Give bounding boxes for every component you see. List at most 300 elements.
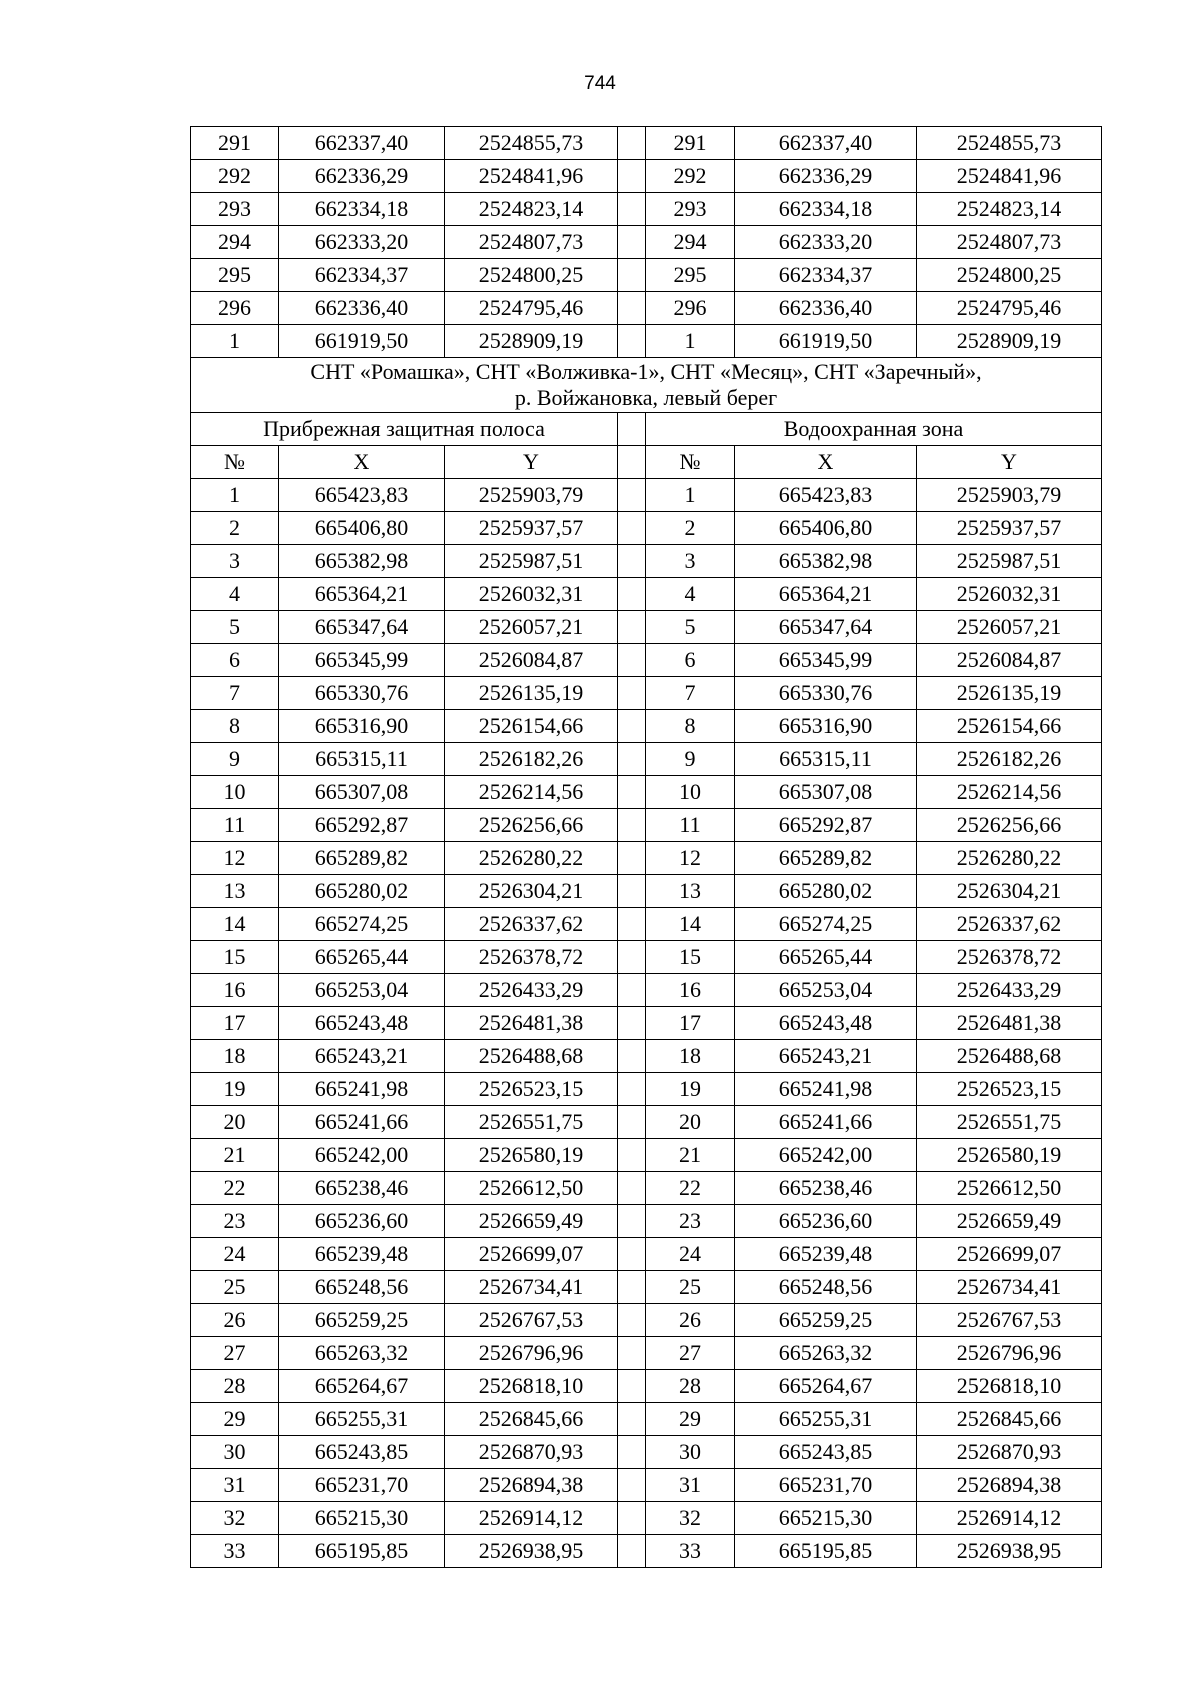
point-number: 22 — [191, 1172, 279, 1205]
x-value: 665243,21 — [279, 1040, 445, 1073]
y-value: 2526767,53 — [917, 1304, 1102, 1337]
point-number: 33 — [191, 1535, 279, 1568]
x-value: 665347,64 — [279, 611, 445, 644]
y-value: 2526938,95 — [445, 1535, 618, 1568]
y-value: 2526433,29 — [917, 974, 1102, 1007]
table-row — [191, 743, 1102, 776]
x-value: 662337,40 — [735, 127, 917, 160]
point-number: 20 — [646, 1106, 735, 1139]
y-value: 2524800,25 — [445, 259, 618, 292]
x-value: 665265,44 — [735, 941, 917, 974]
gap-cell — [618, 1535, 646, 1568]
y-value: 2526488,68 — [917, 1040, 1102, 1073]
point-number: 293 — [646, 193, 735, 226]
y-value: 2526551,75 — [917, 1106, 1102, 1139]
x-value: 665263,32 — [735, 1337, 917, 1370]
x-value: 665243,85 — [735, 1436, 917, 1469]
table-row — [191, 1040, 1102, 1073]
table-row — [191, 1139, 1102, 1172]
gap-cell — [618, 1502, 646, 1535]
y-value: 2525987,51 — [445, 545, 618, 578]
x-value: 665242,00 — [279, 1139, 445, 1172]
gap-cell — [618, 479, 646, 512]
y-value: 2526938,95 — [917, 1535, 1102, 1568]
point-number: 31 — [191, 1469, 279, 1502]
x-value: 665242,00 — [735, 1139, 917, 1172]
x-value: 662334,37 — [735, 259, 917, 292]
y-value: 2526182,26 — [917, 743, 1102, 776]
y-value: 2526914,12 — [917, 1502, 1102, 1535]
point-number: 291 — [191, 127, 279, 160]
x-value: 665243,21 — [735, 1040, 917, 1073]
y-value: 2526894,38 — [445, 1469, 618, 1502]
y-value: 2526580,19 — [917, 1139, 1102, 1172]
table-row — [191, 842, 1102, 875]
gap-cell — [618, 1106, 646, 1139]
section-title-row — [191, 358, 1102, 413]
x-value: 662334,18 — [735, 193, 917, 226]
y-value: 2526135,19 — [445, 677, 618, 710]
y-value: 2524807,73 — [445, 226, 618, 259]
y-value: 2526734,41 — [917, 1271, 1102, 1304]
x-value: 665236,60 — [279, 1205, 445, 1238]
x-value: 665259,25 — [735, 1304, 917, 1337]
point-number: 32 — [646, 1502, 735, 1535]
table-row — [191, 1403, 1102, 1436]
x-value: 665406,80 — [735, 512, 917, 545]
x-value: 665231,70 — [279, 1469, 445, 1502]
gap-cell — [618, 578, 646, 611]
y-value: 2524841,96 — [917, 160, 1102, 193]
point-number: 6 — [646, 644, 735, 677]
point-number: 295 — [646, 259, 735, 292]
table-row — [191, 325, 1102, 358]
x-value: 662333,20 — [279, 226, 445, 259]
y-value: 2526612,50 — [917, 1172, 1102, 1205]
col-header-no: № — [191, 446, 279, 479]
point-number: 27 — [646, 1337, 735, 1370]
point-number: 31 — [646, 1469, 735, 1502]
gap-cell — [618, 325, 646, 358]
y-value: 2526845,66 — [445, 1403, 618, 1436]
table-row — [191, 710, 1102, 743]
x-value: 665255,31 — [735, 1403, 917, 1436]
gap-cell — [618, 1007, 646, 1040]
y-value: 2526914,12 — [445, 1502, 618, 1535]
x-value: 665316,90 — [279, 710, 445, 743]
y-value: 2526032,31 — [445, 578, 618, 611]
y-value: 2525987,51 — [917, 545, 1102, 578]
gap-cell — [618, 776, 646, 809]
coordinates-table — [190, 126, 1102, 1568]
point-number: 2 — [191, 512, 279, 545]
point-number: 10 — [191, 776, 279, 809]
point-number: 7 — [646, 677, 735, 710]
table-row — [191, 127, 1102, 160]
x-value: 665236,60 — [735, 1205, 917, 1238]
y-value: 2526057,21 — [917, 611, 1102, 644]
section-title-line2: р. Войжановка, левый берег — [514, 385, 778, 410]
point-number: 10 — [646, 776, 735, 809]
table-row — [191, 974, 1102, 1007]
x-value: 661919,50 — [735, 325, 917, 358]
y-value: 2524800,25 — [917, 259, 1102, 292]
x-value: 665265,44 — [279, 941, 445, 974]
point-number: 28 — [191, 1370, 279, 1403]
x-value: 665255,31 — [279, 1403, 445, 1436]
y-value: 2526256,66 — [445, 809, 618, 842]
point-number: 16 — [191, 974, 279, 1007]
x-value: 665280,02 — [735, 875, 917, 908]
point-number: 21 — [191, 1139, 279, 1172]
table-row — [191, 1535, 1102, 1568]
point-number: 7 — [191, 677, 279, 710]
x-value: 665315,11 — [735, 743, 917, 776]
point-number: 4 — [191, 578, 279, 611]
page-number: 744 — [584, 73, 616, 94]
table-row — [191, 479, 1102, 512]
gap-cell — [618, 160, 646, 193]
table-row — [191, 1502, 1102, 1535]
point-number: 1 — [646, 479, 735, 512]
gap-cell — [618, 1139, 646, 1172]
x-value: 665215,30 — [735, 1502, 917, 1535]
point-number: 29 — [646, 1403, 735, 1436]
point-number: 12 — [191, 842, 279, 875]
table-row — [191, 677, 1102, 710]
coordinate-rows — [191, 479, 1102, 1568]
y-value: 2526551,75 — [445, 1106, 618, 1139]
x-value: 662336,29 — [279, 160, 445, 193]
y-value: 2526214,56 — [445, 776, 618, 809]
x-value: 662333,20 — [735, 226, 917, 259]
y-value: 2526337,62 — [445, 908, 618, 941]
y-value: 2525937,57 — [917, 512, 1102, 545]
point-number: 1 — [191, 479, 279, 512]
table-row — [191, 545, 1102, 578]
y-value: 2526256,66 — [917, 809, 1102, 842]
y-value: 2524795,46 — [917, 292, 1102, 325]
y-value: 2526378,72 — [917, 941, 1102, 974]
point-number: 14 — [191, 908, 279, 941]
table-row — [191, 1106, 1102, 1139]
point-number: 24 — [191, 1238, 279, 1271]
x-value: 665382,98 — [279, 545, 445, 578]
point-number: 28 — [646, 1370, 735, 1403]
column-header-row — [191, 446, 1102, 479]
point-number: 13 — [191, 875, 279, 908]
x-value: 665253,04 — [279, 974, 445, 1007]
point-number: 26 — [646, 1304, 735, 1337]
table-row — [191, 611, 1102, 644]
x-value: 662336,40 — [735, 292, 917, 325]
table-row — [191, 1007, 1102, 1040]
gap-cell — [618, 1271, 646, 1304]
y-value: 2526796,96 — [917, 1337, 1102, 1370]
point-number: 12 — [646, 842, 735, 875]
point-number: 11 — [191, 809, 279, 842]
point-number: 13 — [646, 875, 735, 908]
point-number: 25 — [646, 1271, 735, 1304]
y-value: 2526894,38 — [917, 1469, 1102, 1502]
y-value: 2526433,29 — [445, 974, 618, 1007]
x-value: 665406,80 — [279, 512, 445, 545]
point-number: 2 — [646, 512, 735, 545]
table-row — [191, 1172, 1102, 1205]
y-value: 2526304,21 — [445, 875, 618, 908]
gap-cell — [618, 413, 646, 446]
gap-cell — [618, 875, 646, 908]
point-number: 296 — [191, 292, 279, 325]
x-value: 665316,90 — [735, 710, 917, 743]
table-row — [191, 512, 1102, 545]
x-value: 662334,37 — [279, 259, 445, 292]
point-number: 20 — [191, 1106, 279, 1139]
x-value: 665241,98 — [735, 1073, 917, 1106]
gap-cell — [618, 545, 646, 578]
y-value: 2524841,96 — [445, 160, 618, 193]
point-number: 296 — [646, 292, 735, 325]
y-value: 2526214,56 — [917, 776, 1102, 809]
y-value: 2526488,68 — [445, 1040, 618, 1073]
x-value: 665253,04 — [735, 974, 917, 1007]
x-value: 665330,76 — [735, 677, 917, 710]
y-value: 2526818,10 — [917, 1370, 1102, 1403]
y-value: 2526280,22 — [445, 842, 618, 875]
point-number: 8 — [646, 710, 735, 743]
gap-cell — [618, 1040, 646, 1073]
point-number: 32 — [191, 1502, 279, 1535]
x-value: 665241,66 — [735, 1106, 917, 1139]
gap-cell — [618, 908, 646, 941]
y-value: 2528909,19 — [917, 325, 1102, 358]
table-row — [191, 809, 1102, 842]
y-value: 2524807,73 — [917, 226, 1102, 259]
gap-cell — [618, 1238, 646, 1271]
table-row — [191, 1370, 1102, 1403]
gap-cell — [618, 710, 646, 743]
y-value: 2526057,21 — [445, 611, 618, 644]
x-value: 665195,85 — [735, 1535, 917, 1568]
zone-heading-row — [191, 413, 1102, 446]
point-number: 1 — [646, 325, 735, 358]
x-value: 662336,40 — [279, 292, 445, 325]
point-number: 26 — [191, 1304, 279, 1337]
y-value: 2525903,79 — [917, 479, 1102, 512]
col-header-no: № — [646, 446, 735, 479]
gap-cell — [618, 512, 646, 545]
y-value: 2526612,50 — [445, 1172, 618, 1205]
gap-cell — [618, 226, 646, 259]
gap-cell — [618, 1337, 646, 1370]
x-value: 665241,98 — [279, 1073, 445, 1106]
section-title — [191, 358, 1102, 413]
x-value: 665307,08 — [279, 776, 445, 809]
point-number: 3 — [191, 545, 279, 578]
point-number: 3 — [646, 545, 735, 578]
point-number: 29 — [191, 1403, 279, 1436]
x-value: 665364,21 — [279, 578, 445, 611]
table-row — [191, 908, 1102, 941]
y-value: 2526699,07 — [445, 1238, 618, 1271]
table-row — [191, 1469, 1102, 1502]
gap-cell — [618, 611, 646, 644]
y-value: 2526767,53 — [445, 1304, 618, 1337]
x-value: 665248,56 — [735, 1271, 917, 1304]
point-number: 21 — [646, 1139, 735, 1172]
col-header-y: Y — [445, 446, 618, 479]
point-number: 294 — [191, 226, 279, 259]
table-row — [191, 226, 1102, 259]
gap-cell — [618, 193, 646, 226]
point-number: 16 — [646, 974, 735, 1007]
point-number: 5 — [646, 611, 735, 644]
table-row — [191, 776, 1102, 809]
gap-cell — [618, 842, 646, 875]
x-value: 665423,83 — [735, 479, 917, 512]
y-value: 2526154,66 — [445, 710, 618, 743]
y-value: 2526845,66 — [917, 1403, 1102, 1436]
x-value: 665289,82 — [735, 842, 917, 875]
point-number: 15 — [191, 941, 279, 974]
point-number: 23 — [191, 1205, 279, 1238]
y-value: 2526523,15 — [445, 1073, 618, 1106]
x-value: 665364,21 — [735, 578, 917, 611]
gap-cell — [618, 1403, 646, 1436]
continued-rows — [191, 127, 1102, 358]
point-number: 30 — [191, 1436, 279, 1469]
x-value: 665195,85 — [279, 1535, 445, 1568]
x-value: 665238,46 — [735, 1172, 917, 1205]
point-number: 11 — [646, 809, 735, 842]
point-number: 9 — [191, 743, 279, 776]
gap-cell — [618, 1469, 646, 1502]
gap-cell — [618, 446, 646, 479]
point-number: 8 — [191, 710, 279, 743]
x-value: 665264,67 — [735, 1370, 917, 1403]
gap-cell — [618, 1073, 646, 1106]
x-value: 665330,76 — [279, 677, 445, 710]
point-number: 14 — [646, 908, 735, 941]
y-value: 2526523,15 — [917, 1073, 1102, 1106]
point-number: 19 — [191, 1073, 279, 1106]
gap-cell — [618, 644, 646, 677]
y-value: 2525903,79 — [445, 479, 618, 512]
x-value: 665231,70 — [735, 1469, 917, 1502]
x-value: 662336,29 — [735, 160, 917, 193]
point-number: 18 — [646, 1040, 735, 1073]
x-value: 665238,46 — [279, 1172, 445, 1205]
x-value: 665315,11 — [279, 743, 445, 776]
point-number: 22 — [646, 1172, 735, 1205]
x-value: 665289,82 — [279, 842, 445, 875]
y-value: 2526659,49 — [917, 1205, 1102, 1238]
point-number: 17 — [191, 1007, 279, 1040]
point-number: 293 — [191, 193, 279, 226]
gap-cell — [618, 1304, 646, 1337]
point-number: 292 — [191, 160, 279, 193]
y-value: 2526084,87 — [917, 644, 1102, 677]
y-value: 2526135,19 — [917, 677, 1102, 710]
point-number: 30 — [646, 1436, 735, 1469]
y-value: 2526796,96 — [445, 1337, 618, 1370]
y-value: 2526084,87 — [445, 644, 618, 677]
x-value: 661919,50 — [279, 325, 445, 358]
col-header-x: X — [735, 446, 917, 479]
y-value: 2526870,93 — [917, 1436, 1102, 1469]
point-number: 27 — [191, 1337, 279, 1370]
y-value: 2526304,21 — [917, 875, 1102, 908]
x-value: 665345,99 — [279, 644, 445, 677]
table-row — [191, 1304, 1102, 1337]
x-value: 665264,67 — [279, 1370, 445, 1403]
y-value: 2526182,26 — [445, 743, 618, 776]
point-number: 23 — [646, 1205, 735, 1238]
point-number: 5 — [191, 611, 279, 644]
x-value: 665292,87 — [279, 809, 445, 842]
point-number: 6 — [191, 644, 279, 677]
point-number: 4 — [646, 578, 735, 611]
point-number: 19 — [646, 1073, 735, 1106]
point-number: 292 — [646, 160, 735, 193]
y-value: 2526870,93 — [445, 1436, 618, 1469]
col-header-x: X — [279, 446, 445, 479]
point-number: 291 — [646, 127, 735, 160]
y-value: 2526580,19 — [445, 1139, 618, 1172]
y-value: 2528909,19 — [445, 325, 618, 358]
y-value: 2526699,07 — [917, 1238, 1102, 1271]
x-value: 665241,66 — [279, 1106, 445, 1139]
gap-cell — [618, 1436, 646, 1469]
table-row — [191, 941, 1102, 974]
gap-cell — [618, 809, 646, 842]
gap-cell — [618, 1370, 646, 1403]
table-row — [191, 1436, 1102, 1469]
table-row — [191, 875, 1102, 908]
table-row — [191, 1271, 1102, 1304]
x-value: 665243,48 — [279, 1007, 445, 1040]
x-value: 665274,25 — [279, 908, 445, 941]
y-value: 2526337,62 — [917, 908, 1102, 941]
right-zone-heading: Водоохранная зона — [646, 413, 1102, 446]
x-value: 665274,25 — [735, 908, 917, 941]
table-row — [191, 160, 1102, 193]
gap-cell — [618, 941, 646, 974]
point-number: 295 — [191, 259, 279, 292]
x-value: 665239,48 — [279, 1238, 445, 1271]
point-number: 25 — [191, 1271, 279, 1304]
point-number: 294 — [646, 226, 735, 259]
section-header — [191, 358, 1102, 479]
x-value: 665263,32 — [279, 1337, 445, 1370]
point-number: 18 — [191, 1040, 279, 1073]
x-value: 665215,30 — [279, 1502, 445, 1535]
table-row — [191, 1238, 1102, 1271]
y-value: 2524855,73 — [445, 127, 618, 160]
x-value: 665307,08 — [735, 776, 917, 809]
gap-cell — [618, 1172, 646, 1205]
y-value: 2526154,66 — [917, 710, 1102, 743]
x-value: 665243,85 — [279, 1436, 445, 1469]
y-value: 2524855,73 — [917, 127, 1102, 160]
table-row — [191, 193, 1102, 226]
x-value: 665292,87 — [735, 809, 917, 842]
table-row — [191, 644, 1102, 677]
table-row — [191, 292, 1102, 325]
x-value: 662334,18 — [279, 193, 445, 226]
y-value: 2526659,49 — [445, 1205, 618, 1238]
gap-cell — [618, 127, 646, 160]
